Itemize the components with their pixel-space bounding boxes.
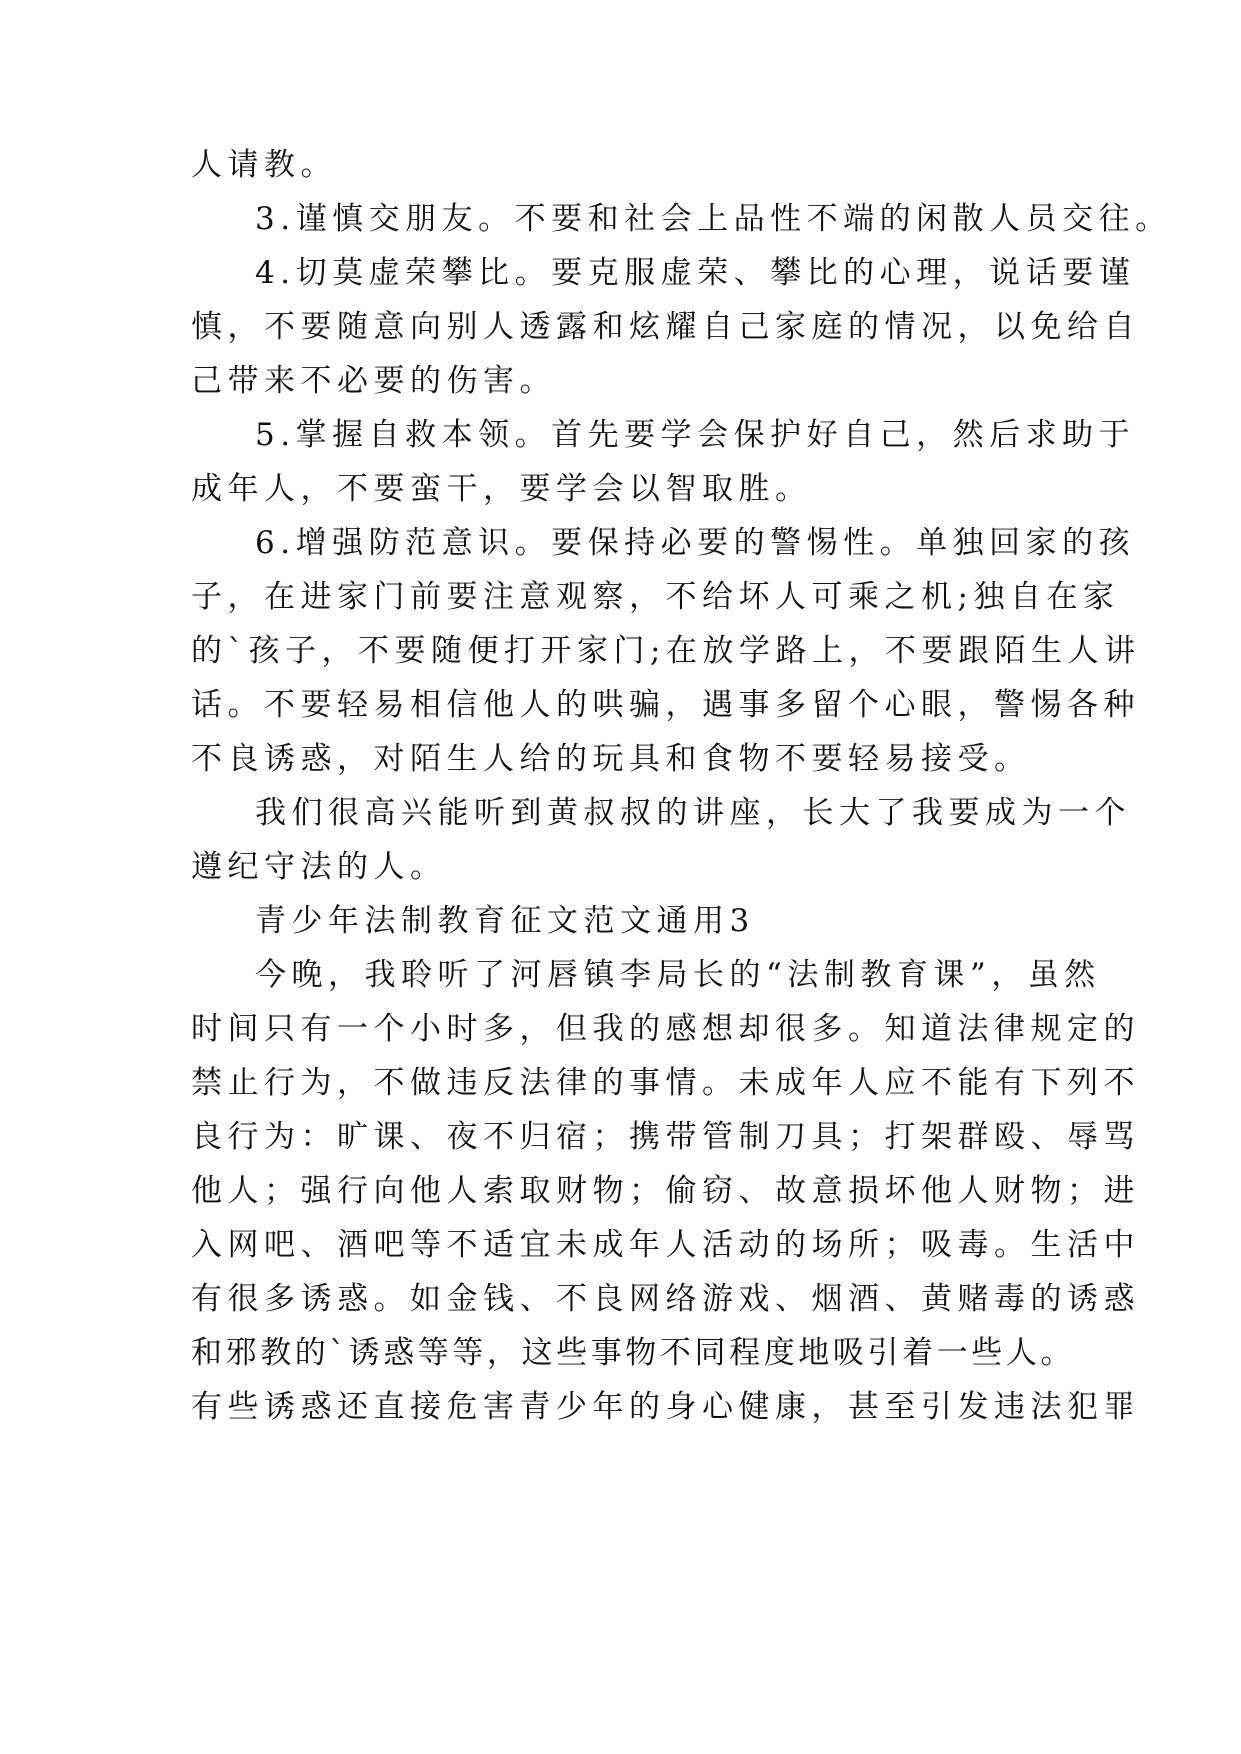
text-line: 话。不要轻易相信他人的哄骗，遇事多留个心眼，警惕各种: [191, 687, 1140, 723]
text-line: 他人；强行向他人索取财物；偷窃、故意损坏他人财物；进: [191, 1173, 1140, 1209]
list-item-6: 6.增强防范意识。要保持必要的警惕性。单独回家的孩: [255, 525, 1136, 561]
list-item-3: 3.谨慎交朋友。不要和社会上品性不端的闲散人员交往。: [255, 201, 1172, 237]
list-item-5: 5.掌握自救本领。首先要学会保护好自己，然后求助于: [255, 417, 1136, 453]
text-line: 遵纪守法的人。: [191, 849, 447, 885]
list-item-4: 4.切莫虚荣攀比。要克服虚荣、攀比的心理，说话要谨: [255, 255, 1136, 291]
text-line: 和邪教的`诱惑等等，这些事物不同程度地吸引着一些人。: [191, 1335, 1076, 1371]
text-line: 时间只有一个小时多，但我的感想却很多。知道法律规定的: [191, 1011, 1140, 1047]
text-line: 子，在进家门前要注意观察，不给坏人可乘之机;独自在家: [191, 579, 1120, 615]
text-line: 己带来不必要的伤害。: [191, 363, 556, 399]
paragraph-start: 今晚，我聆听了河唇镇李局长的“法制教育课”，虽然: [255, 957, 1101, 993]
text-line: 不良诱惑，对陌生人给的玩具和食物不要轻易接受。: [191, 741, 1031, 777]
text-line: 的`孩子，不要随便打开家门;在放学路上，不要跟陌生人讲: [191, 633, 1141, 669]
text-line: 成年人，不要蛮干，要学会以智取胜。: [191, 471, 812, 507]
text-line: 慎，不要随意向别人透露和炫耀自己家庭的情况，以免给自: [191, 309, 1140, 345]
paragraph-start: 我们很高兴能听到黄叔叔的讲座，长大了我要成为一个: [255, 795, 1131, 831]
text-line: 入网吧、酒吧等不适宜未成年人活动的场所；吸毒。生活中: [191, 1227, 1140, 1263]
text-line: 有些诱惑还直接危害青少年的身心健康，甚至引发违法犯罪: [191, 1389, 1140, 1425]
text-line: 良行为：旷课、夜不归宿；携带管制刀具；打架群殴、辱骂: [191, 1119, 1140, 1155]
text-line: 有很多诱惑。如金钱、不良网络游戏、烟酒、黄赌毒的诱惑: [191, 1281, 1140, 1317]
text-line: 人请教。: [191, 147, 337, 183]
section-heading: 青少年法制教育征文范文通用3: [255, 903, 755, 939]
text-line: 禁止行为，不做违反法律的事情。未成年人应不能有下列不: [191, 1065, 1140, 1101]
